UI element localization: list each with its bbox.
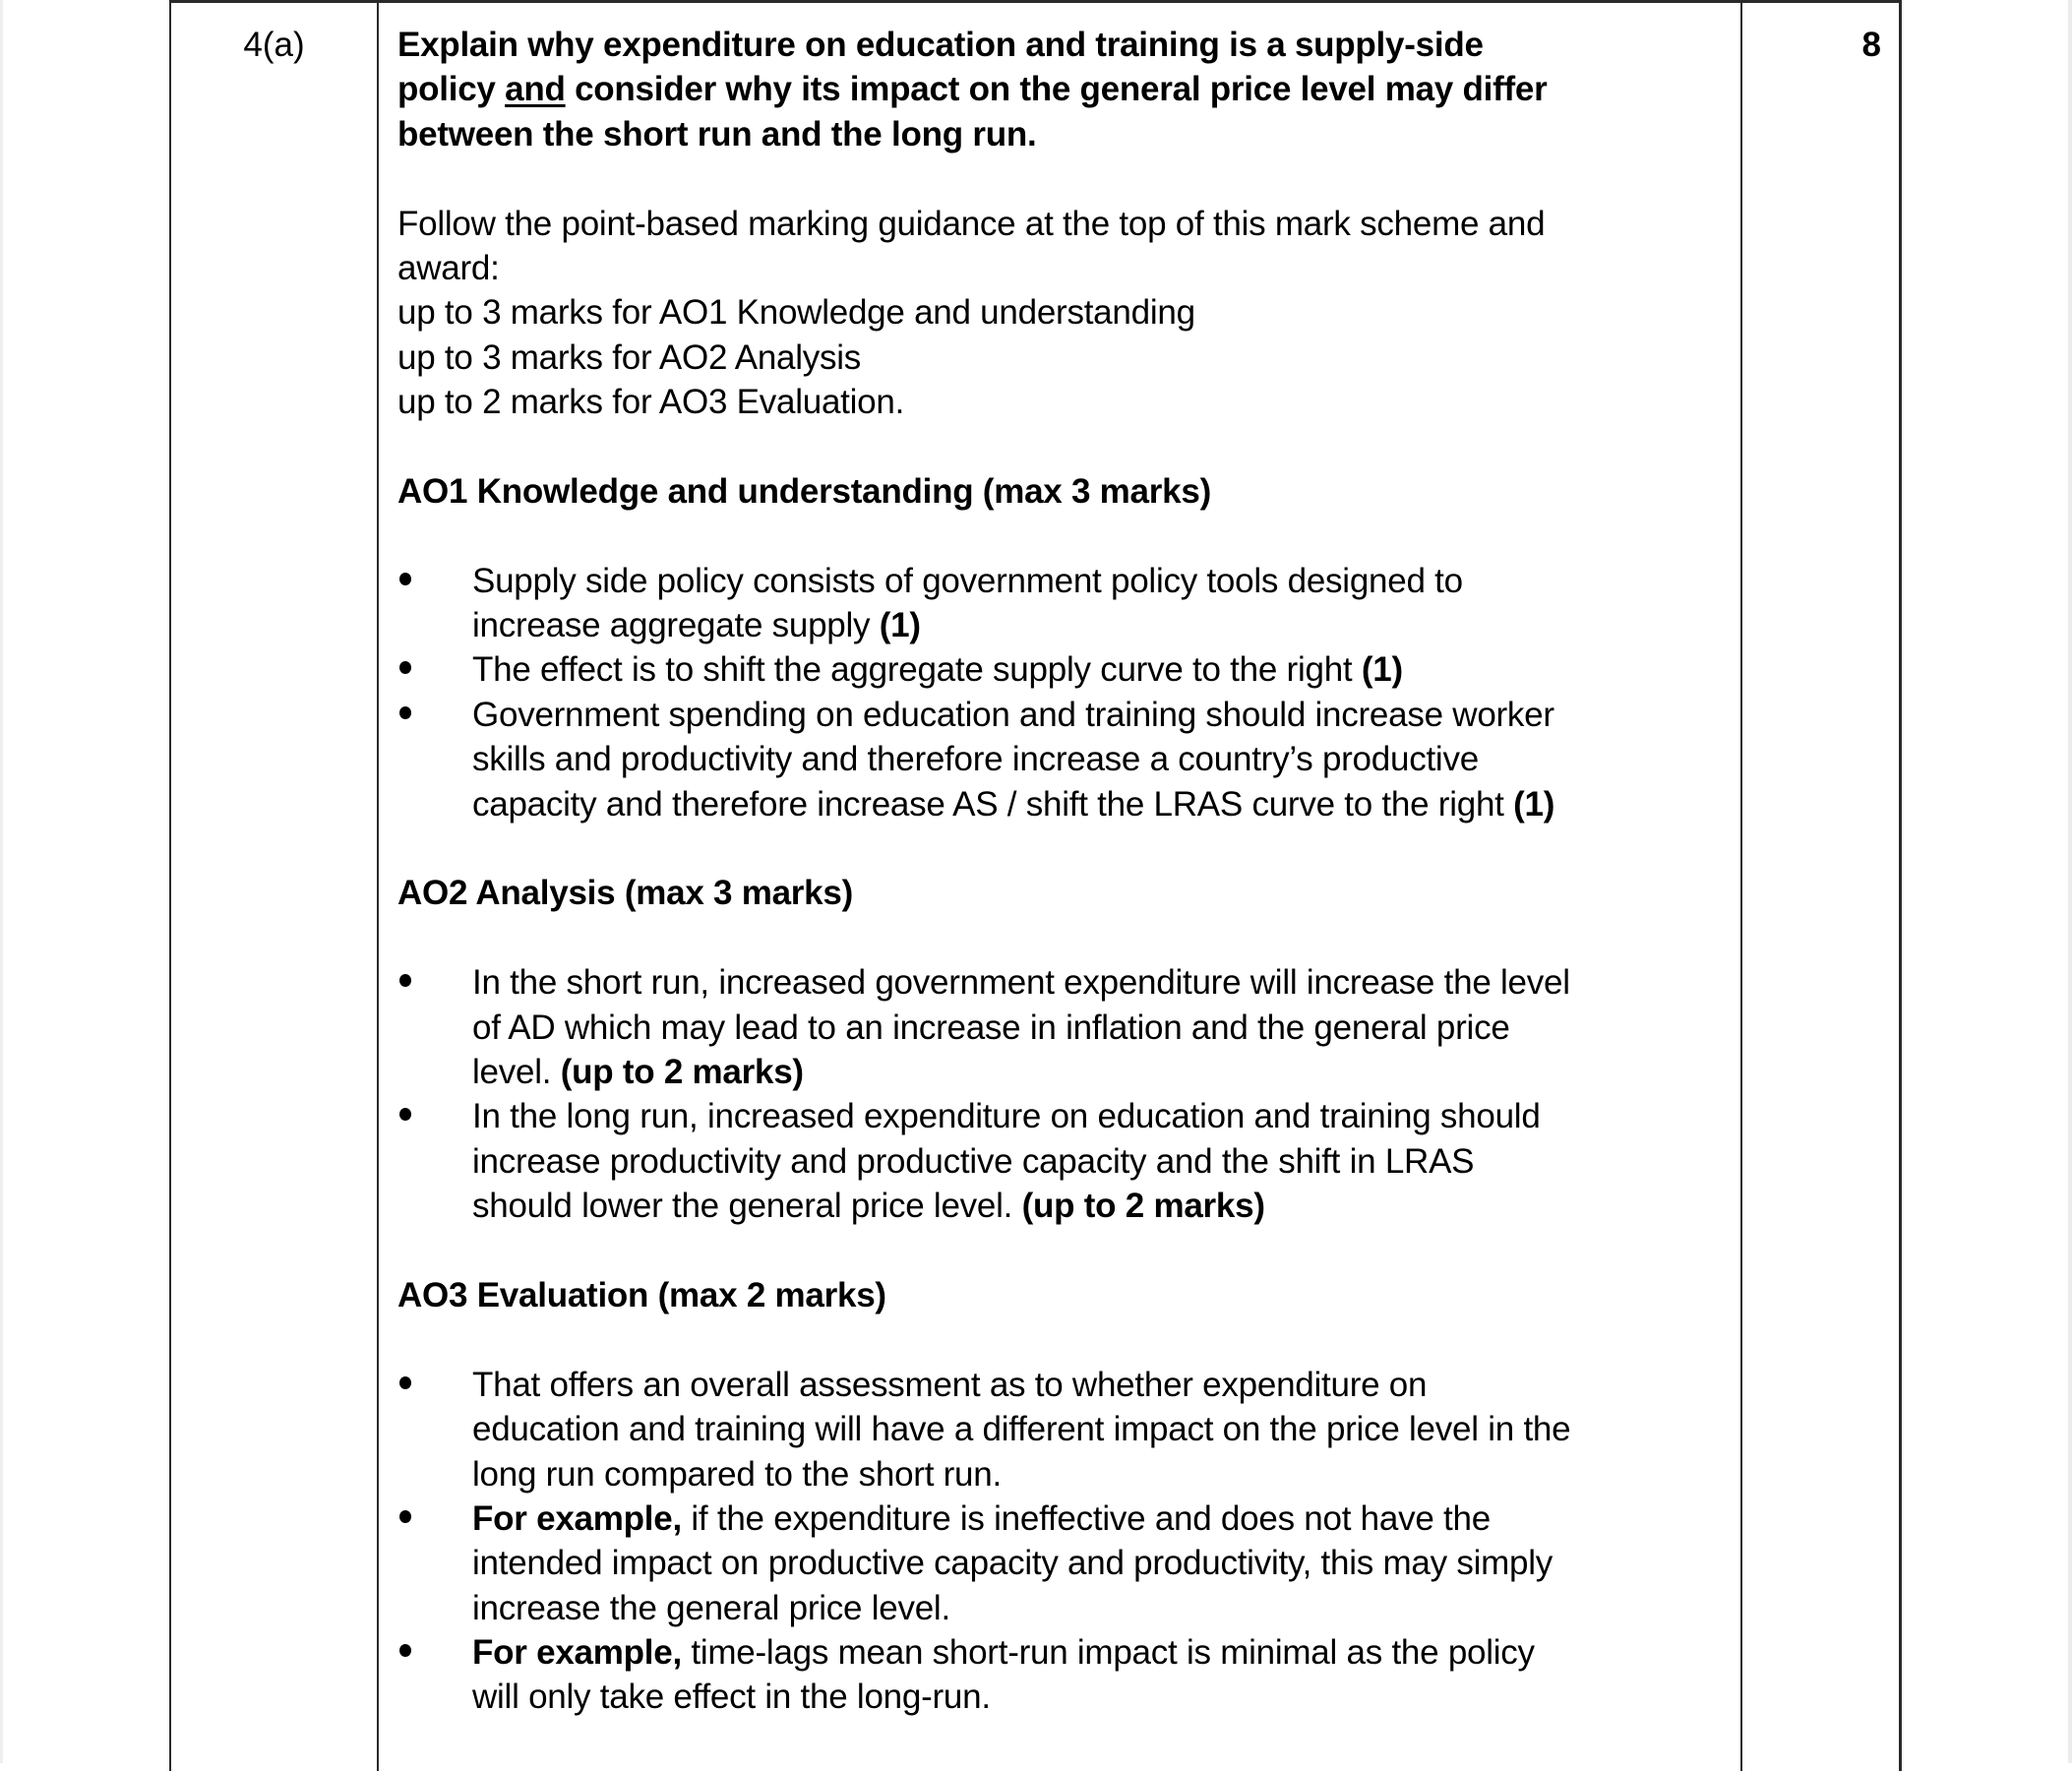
bullet-item	[397, 1094, 1736, 1228]
bullet-item	[397, 1363, 1736, 1496]
bullet-line	[472, 1452, 1736, 1496]
text: That offers an overall assessment as to whether expenditure on	[472, 1365, 1428, 1404]
bullet-line	[472, 603, 1736, 647]
bold-text: Explain why expenditure on education and training is a supply-side	[397, 26, 1484, 64]
bullet-line	[472, 559, 1736, 603]
bullet-line	[472, 1363, 1736, 1407]
spacer	[397, 156, 1736, 201]
bold-text: consider why its impact on the general price level may differ	[565, 70, 1548, 109]
bold-text: (up to 2 marks)	[1021, 1187, 1265, 1226]
bullet-item	[397, 1496, 1736, 1630]
text: intended impact on productive capacity and productivity, this may simply	[472, 1544, 1554, 1583]
bold-text: (1)	[879, 606, 921, 645]
guidance-line: up to 2 marks for AO3 Evaluation.	[397, 383, 905, 422]
section-heading: AO3 Evaluation (max 2 marks)	[397, 1275, 886, 1314]
bullet-line	[472, 1094, 1736, 1138]
text: level.	[472, 1052, 561, 1091]
bullet-line	[472, 1675, 1736, 1719]
marking-guidance	[397, 202, 1736, 425]
guidance-line: up to 3 marks for AO2 Analysis	[397, 337, 862, 377]
bullet-icon	[399, 661, 411, 674]
bullet-icon	[399, 1108, 411, 1121]
guidance-line: award:	[397, 248, 500, 287]
bullet-line	[472, 1184, 1736, 1228]
guidance-line: up to 3 marks for AO1 Knowledge and understanding	[397, 293, 1195, 333]
bullet-item	[397, 1630, 1736, 1720]
bullet-item	[397, 960, 1736, 1094]
bullet-line	[472, 1139, 1736, 1184]
text: long run compared to the short run.	[472, 1454, 1002, 1494]
text: increase productivity and productive capacity and the shift in LRAS	[472, 1141, 1475, 1181]
question-prompt	[397, 23, 1736, 156]
bullet-line	[472, 647, 1736, 692]
bold-text: (up to 2 marks)	[560, 1052, 804, 1091]
spacer	[397, 425, 1736, 469]
bullet-item	[397, 647, 1736, 692]
text: The effect is to shift the aggregate supply curve to the right	[472, 650, 1362, 690]
spacer	[397, 826, 1736, 871]
underlined-text: and	[505, 70, 566, 109]
prompt-line	[397, 23, 1736, 67]
text: In the short run, increased government expenditure will increase the level	[472, 963, 1570, 1003]
text: education and training will have a different impact on the price level in the	[472, 1410, 1571, 1449]
bullet-icon	[399, 974, 411, 987]
bullet-list	[397, 1363, 1736, 1720]
bullet-line	[472, 1407, 1736, 1451]
bullet-icon	[399, 1376, 411, 1389]
bullet-list	[397, 559, 1736, 826]
text: Supply side policy consists of government policy tools designed to	[472, 561, 1463, 600]
assessment-sections	[397, 425, 1736, 1720]
text: of AD which may lead to an increase in inflation and the general price	[472, 1008, 1510, 1047]
bullet-line	[472, 1586, 1736, 1630]
section-heading: AO2 Analysis (max 3 marks)	[397, 874, 853, 913]
text: will only take effect in the long-run.	[472, 1678, 991, 1717]
text: In the long run, increased expenditure on education and training should	[472, 1097, 1541, 1136]
bullet-line	[472, 782, 1736, 826]
column-divider-question	[377, 0, 379, 1771]
text: time-lags mean short-run impact is minimal as the policy	[681, 1633, 1535, 1673]
prompt-line	[397, 67, 1736, 111]
guidance-line: Follow the point-based marking guidance at the top of this mark scheme and	[397, 204, 1546, 243]
bold-text: policy	[397, 70, 506, 109]
bullet-item	[397, 693, 1736, 826]
bullet-line	[472, 1496, 1736, 1541]
bullet-icon	[399, 706, 411, 719]
bullet-line	[472, 737, 1736, 781]
bullet-icon	[399, 1644, 411, 1657]
bullet-line	[472, 693, 1736, 737]
spacer	[397, 916, 1736, 960]
section-heading: AO1 Knowledge and understanding (max 3 marks)	[397, 471, 1211, 511]
bullet-icon	[399, 573, 411, 585]
spacer	[397, 1229, 1736, 1273]
question-number: 4(a)	[243, 26, 305, 64]
prompt-line	[397, 112, 1736, 156]
marks-total: 8	[1861, 26, 1881, 64]
bold-text: between the short run and the long run.	[397, 114, 1037, 153]
spacer	[397, 1317, 1736, 1362]
bullet-line	[472, 1006, 1736, 1050]
page-edge-right	[2068, 0, 2072, 1763]
bold-text: For example,	[472, 1498, 682, 1538]
bullet-line	[472, 960, 1736, 1005]
bold-text: For example,	[472, 1633, 682, 1673]
bullet-line	[472, 1630, 1736, 1675]
text: increase the general price level.	[472, 1588, 950, 1627]
text: capacity and therefore increase AS / shift the LRAS curve to the right	[472, 784, 1514, 824]
bullet-icon	[399, 1510, 411, 1523]
text: skills and productivity and therefore increase a country’s productive	[472, 740, 1479, 779]
answer-guidance-cell	[397, 23, 1736, 1720]
bold-text: (1)	[1361, 650, 1403, 690]
bullet-line	[472, 1541, 1736, 1585]
page-edge-left	[0, 0, 3, 1763]
text: Government spending on education and training should increase worker	[472, 695, 1554, 734]
bullet-line	[472, 1050, 1736, 1094]
spacer	[397, 514, 1736, 558]
bullet-item	[397, 559, 1736, 648]
column-divider-marks	[1740, 0, 1742, 1771]
bullet-list	[397, 960, 1736, 1228]
text: if the expenditure is ineffective and does not have the	[681, 1498, 1491, 1538]
text: should lower the general price level.	[472, 1187, 1022, 1226]
bold-text: (1)	[1513, 784, 1555, 824]
text: increase aggregate supply	[472, 606, 880, 645]
